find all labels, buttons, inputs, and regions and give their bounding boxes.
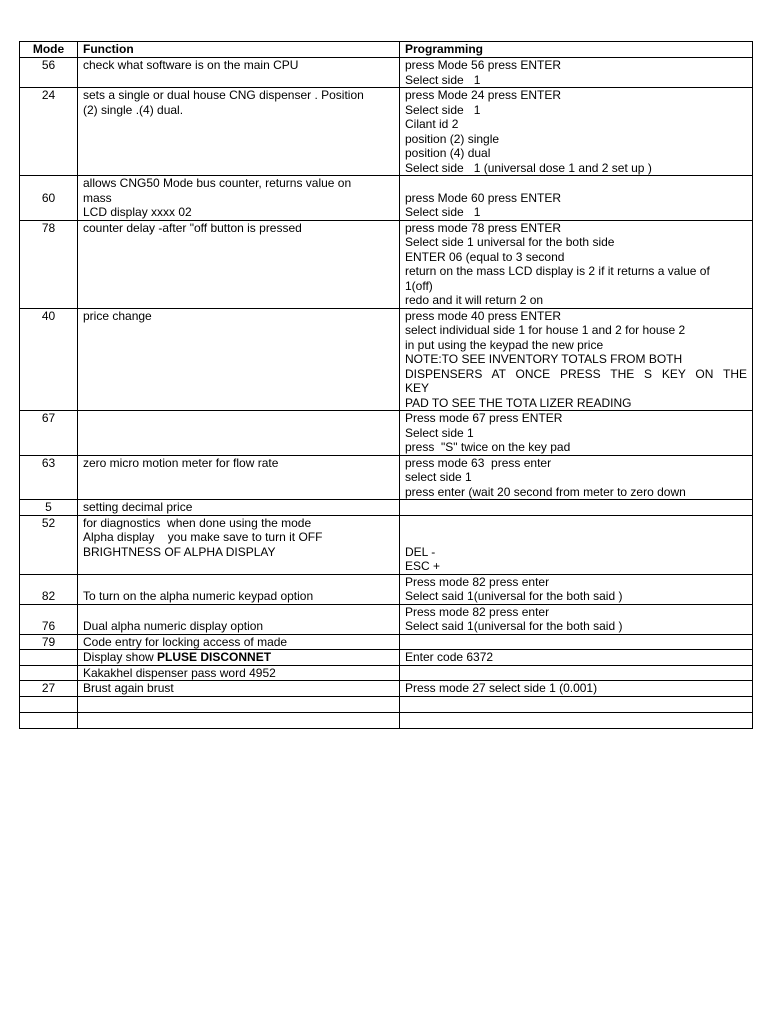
programming-cell <box>400 58 753 88</box>
programming-line: position (2) single <box>405 131 500 146</box>
mode-cell: 78 <box>20 220 78 308</box>
table-row <box>20 455 753 500</box>
programming-cell <box>400 500 753 516</box>
header-function: Function <box>78 42 400 58</box>
function-line: setting decimal price <box>83 500 193 514</box>
empty-row <box>20 712 753 728</box>
programming-cell <box>400 176 753 221</box>
function-line: check what software is on the main CPU <box>83 58 299 72</box>
mode-table <box>19 41 753 729</box>
programming-line: redo and it will return 2 on <box>405 293 544 307</box>
programming-line: press mode 63 press enter <box>405 455 552 470</box>
mode-cell: 60 <box>20 176 78 221</box>
mode-cell <box>20 696 78 712</box>
programming-cell <box>400 574 753 604</box>
programming-line: Press mode 27 select side 1 (0.001) <box>405 681 598 695</box>
table-row <box>20 88 753 176</box>
empty-row <box>20 696 753 712</box>
mode-value: 82 <box>41 589 56 603</box>
function-line: allows CNG50 Mode bus counter, returns value on <box>83 176 352 190</box>
mode-cell <box>20 665 78 681</box>
programming-cell <box>400 308 753 411</box>
header-programming: Programming <box>400 42 753 58</box>
table-row <box>20 681 753 697</box>
programming-line: DEL - <box>405 544 436 559</box>
function-line: Display show <box>83 650 158 664</box>
programming-line: select individual side 1 for house 1 and 2 for house 2 <box>405 323 686 337</box>
table-row <box>20 650 753 666</box>
function-cell <box>78 712 400 728</box>
programming-line: Select said 1(universal for the both said ) <box>405 589 623 603</box>
function-cell <box>78 88 400 176</box>
function-line: mass <box>83 190 112 205</box>
function-line: Code entry for locking access of made <box>83 634 288 649</box>
programming-line: Select side 1 <box>405 205 481 219</box>
programming-line: press Mode 24 press ENTER <box>405 88 562 102</box>
programming-line: Select side 1 universal for the both side <box>405 235 615 249</box>
function-line: counter delay -after "off button is pressed <box>83 220 302 235</box>
programming-line: Select said 1(universal for the both said ) <box>405 619 623 633</box>
mode-cell: 56 <box>20 58 78 88</box>
programming-line: Cilant id 2 <box>405 117 459 131</box>
programming-cell <box>400 220 753 308</box>
programming-cell <box>400 515 753 574</box>
function-line: for diagnostics when done using the mode <box>83 515 312 530</box>
mode-cell: 63 <box>20 455 78 500</box>
function-bold-text: PLUSE DISCONNET <box>157 650 272 664</box>
function-cell <box>78 176 400 221</box>
table-row <box>20 500 753 516</box>
table-row <box>20 665 753 681</box>
function-cell <box>78 308 400 411</box>
programming-cell <box>400 604 753 634</box>
programming-line: return on the mass LCD display is 2 if it returns a value of <box>405 264 710 278</box>
programming-line: select side 1 <box>405 470 472 484</box>
function-cell <box>78 665 400 681</box>
mode-cell: 24 <box>20 88 78 176</box>
table-row <box>20 604 753 634</box>
function-line: BRIGHTNESS OF ALPHA DISPLAY <box>83 544 276 559</box>
table-row <box>20 58 753 88</box>
programming-line: ENTER 06 (equal to 3 second <box>405 249 565 264</box>
table-row <box>20 308 753 411</box>
programming-line: Select side 1 <box>405 72 481 87</box>
function-cell <box>78 411 400 456</box>
programming-line: Press mode 82 press enter <box>405 604 550 619</box>
mode-cell: 67 <box>20 411 78 456</box>
programming-line: PAD TO SEE THE TOTA LIZER READING <box>405 395 632 410</box>
mode-cell <box>20 574 78 604</box>
programming-line: DISPENSERS AT ONCE PRESS THE S KEY ON THE <box>405 366 747 381</box>
programming-line: Press mode 82 press enter <box>405 574 550 589</box>
function-line: Brust again brust <box>83 681 174 695</box>
mode-cell <box>20 712 78 728</box>
table-row <box>20 220 753 308</box>
function-cell <box>78 220 400 308</box>
programming-cell <box>400 455 753 500</box>
function-cell <box>78 696 400 712</box>
table-row <box>20 515 753 574</box>
function-cell <box>78 58 400 88</box>
mode-cell: 79 <box>20 634 78 650</box>
header-row <box>20 42 753 58</box>
mode-cell: 5 <box>20 500 78 516</box>
function-line: Alpha display you make save to turn it OFF <box>83 530 323 544</box>
table-row <box>20 634 753 650</box>
function-line: Dual alpha numeric display option <box>83 619 264 633</box>
function-line: zero micro motion meter for flow rate <box>83 455 279 470</box>
function-line: (2) single .(4) dual. <box>83 102 184 117</box>
function-line: To turn on the alpha numeric keypad option <box>83 589 314 603</box>
programming-cell <box>400 634 753 650</box>
function-cell <box>78 634 400 650</box>
programming-cell <box>400 696 753 712</box>
function-cell <box>78 455 400 500</box>
mode-cell: 27 <box>20 681 78 697</box>
programming-cell <box>400 88 753 176</box>
programming-line: KEY <box>405 381 430 395</box>
function-cell <box>78 500 400 516</box>
header-mode: Mode <box>20 42 78 58</box>
programming-line: press enter (wait 20 second from meter to zero down <box>405 484 686 499</box>
function-cell <box>78 681 400 697</box>
programming-line: press mode 40 press ENTER <box>405 308 562 323</box>
mode-cell: 40 <box>20 308 78 411</box>
function-line: LCD display xxxx 02 <box>83 205 192 219</box>
mode-cell <box>20 650 78 666</box>
function-cell <box>78 604 400 634</box>
table-row <box>20 411 753 456</box>
programming-line: press "S" twice on the key pad <box>405 440 571 454</box>
programming-line: position (4) dual <box>405 146 491 160</box>
programming-line: Select side 1 <box>405 102 481 117</box>
programming-line: Enter code 6372 <box>405 650 494 664</box>
mode-cell <box>20 604 78 634</box>
programming-cell <box>400 650 753 666</box>
function-cell <box>78 515 400 574</box>
programming-line: 1(off) <box>405 278 433 293</box>
programming-line: ESC + <box>405 559 441 573</box>
programming-cell <box>400 411 753 456</box>
programming-cell <box>400 712 753 728</box>
programming-cell <box>400 681 753 697</box>
programming-line: NOTE:TO SEE INVENTORY TOTALS FROM BOTH <box>405 352 683 366</box>
programming-line: press mode 78 press ENTER <box>405 220 562 235</box>
table-row <box>20 574 753 604</box>
mode-value: 76 <box>41 619 56 633</box>
function-line: sets a single or dual house CNG dispenser . Position <box>83 88 364 102</box>
programming-cell <box>400 665 753 681</box>
function-line: price change <box>83 308 152 323</box>
table-row <box>20 176 753 221</box>
programming-line: in put using the keypad the new price <box>405 337 604 352</box>
mode-cell: 52 <box>20 515 78 574</box>
programming-line: Select side 1 (universal dose 1 and 2 set up ) <box>405 160 652 175</box>
programming-line: Press mode 67 press ENTER <box>405 411 563 425</box>
function-cell <box>78 650 400 666</box>
programming-line: press Mode 56 press ENTER <box>405 58 562 72</box>
programming-line: press Mode 60 press ENTER <box>405 190 562 205</box>
programming-line: Select side 1 <box>405 425 474 440</box>
function-line: Kakakhel dispenser pass word 4952 <box>83 665 276 680</box>
function-cell <box>78 574 400 604</box>
